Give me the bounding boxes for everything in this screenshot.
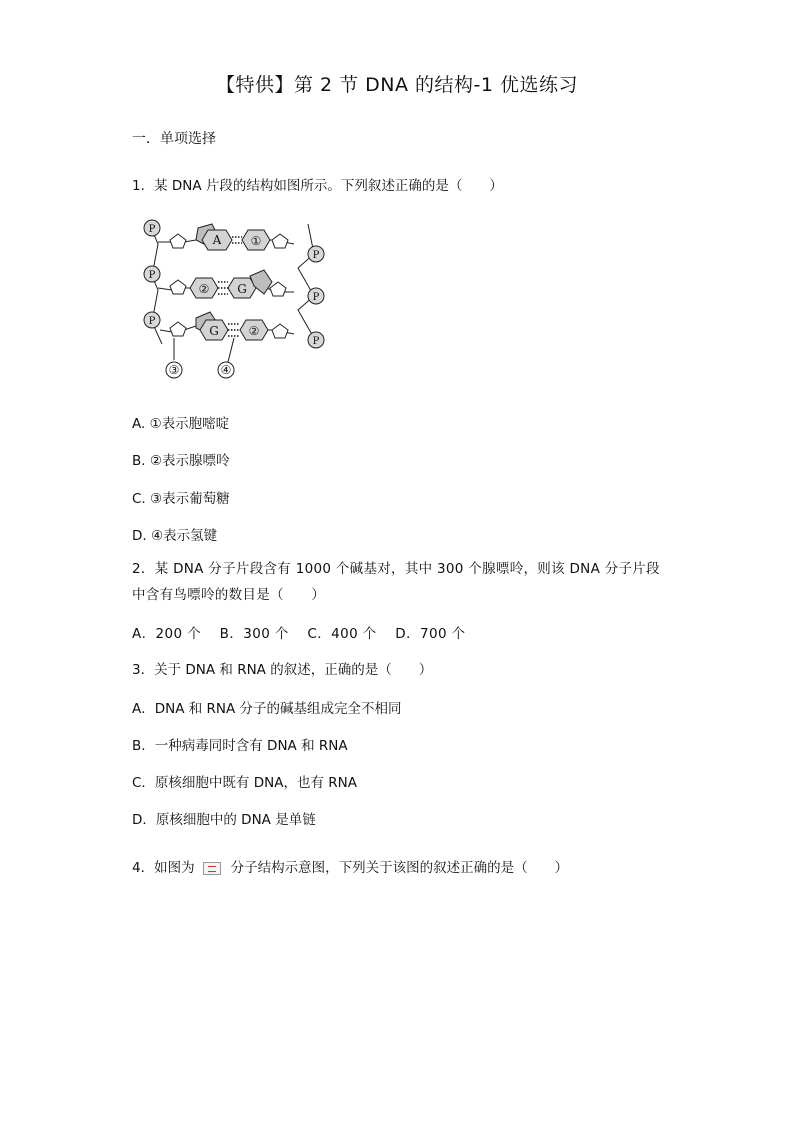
sugar-pentagon	[170, 322, 186, 336]
sugar-pentagon	[170, 280, 186, 294]
question-1-option-a[interactable]: A. ①表示胞嘧啶	[132, 416, 230, 432]
label-4: ④	[220, 363, 232, 377]
question-4-stem-after: 分子结构示意图，下列关于该图的叙述正确的是（ ）	[230, 860, 569, 876]
base-letter-a: A	[212, 233, 222, 247]
sugar-pentagon	[170, 234, 186, 248]
page-title: 【特供】第 2 节 DNA 的结构-1 优选练习	[215, 74, 579, 96]
phosphate-label: P	[148, 270, 156, 281]
question-3-option-b[interactable]: B．一种病毒同时含有 DNA 和 RNA	[132, 738, 348, 754]
phosphate-label: P	[312, 250, 320, 261]
sugar-pentagon	[270, 282, 286, 296]
right-backbone-line	[298, 224, 316, 344]
question-2-stem: 2．某 DNA 分子片段含有 1000 个碱基对，其中 300 个腺嘌呤，则该 DNA 分子片段中含有鸟嘌呤的数目是（ ）	[132, 561, 660, 603]
phosphate-label: P	[312, 336, 320, 347]
base-label-1: ①	[250, 234, 262, 248]
base-letter-g: G	[237, 282, 247, 296]
question-3-option-d[interactable]: D．原核细胞中的 DNA 是单链	[132, 812, 316, 828]
question-3-stem: 3．关于 DNA 和 RNA 的叙述，正确的是（ ）	[132, 662, 433, 678]
base-label-2: ②	[248, 324, 260, 338]
question-3-option-a[interactable]: A．DNA 和 RNA 分子的碱基组成完全不相同	[132, 701, 402, 717]
sugar-pentagon	[272, 234, 288, 248]
question-1-option-c[interactable]: C. ③表示葡萄糖	[132, 491, 230, 507]
section-heading: 一．单项选择	[132, 131, 216, 147]
question-3-option-c[interactable]: C．原核细胞中既有 DNA，也有 RNA	[132, 775, 357, 791]
sugar-pentagon	[272, 324, 288, 338]
question-1-option-b[interactable]: B. ②表示腺嘌呤	[132, 453, 230, 469]
question-1-stem: 1．某 DNA 片段的结构如图所示。下列叙述正确的是（ ）	[132, 178, 503, 194]
base-letter-g: G	[209, 324, 219, 338]
base-label-2: ②	[198, 282, 210, 296]
phosphate-label: P	[312, 292, 320, 303]
broken-image-icon	[203, 862, 221, 875]
phosphate-label: P	[148, 316, 156, 327]
dna-fragment-diagram	[138, 214, 338, 384]
label-3: ③	[168, 363, 180, 377]
question-1-option-d[interactable]: D. ④表示氢键	[132, 528, 218, 544]
phosphate-label: P	[148, 224, 156, 235]
question-4-stem-before: 4．如图为	[132, 860, 195, 876]
pointer-4	[228, 338, 234, 362]
question-4-stem	[132, 856, 568, 876]
question-2-options[interactable]: A．200 个 B．300 个 C．400 个 D．700 个	[132, 626, 466, 642]
